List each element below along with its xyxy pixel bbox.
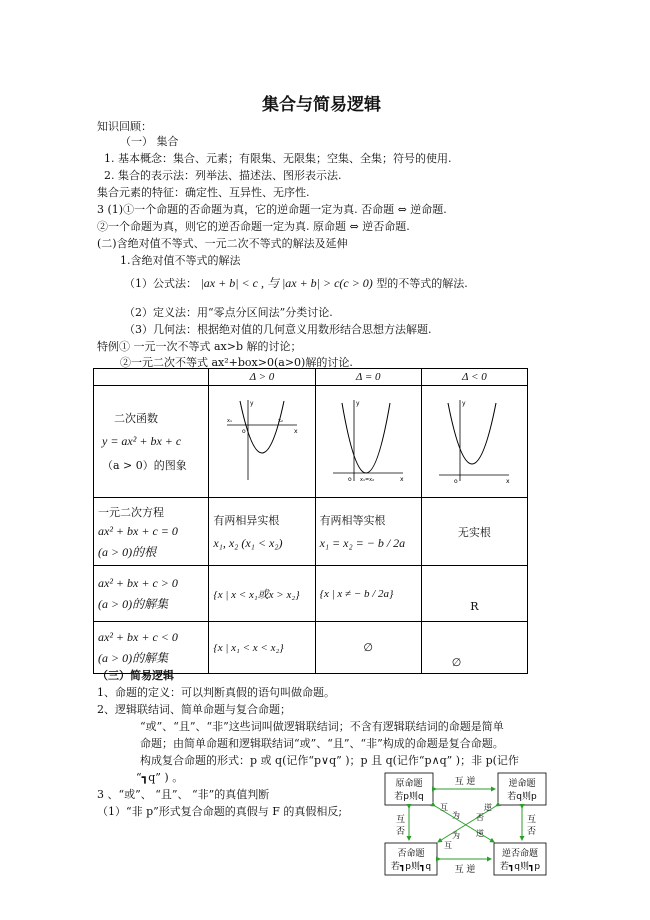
formula-tail: 型的不等式的解法. xyxy=(376,277,468,290)
sec3-p7: 3 、“或”、 “且”、 “非”的真值判断 xyxy=(97,788,270,801)
roots-delta-neg: 无实根 xyxy=(421,498,527,566)
sec2-heading: (二)含绝对值不等式、一元二次不等式的解法及延伸 xyxy=(97,237,348,250)
label-diag2-d: 互 xyxy=(444,841,452,850)
svg-text:o: o xyxy=(454,478,459,485)
svg-text:x: x xyxy=(506,478,510,485)
label-diag2-b: 否 xyxy=(476,813,484,822)
box-bl-line2: 若┓p则┓q xyxy=(390,862,432,872)
row-roots-label-line1: 一元二次方程 xyxy=(98,505,164,519)
sec3-p5: 构成复合命题的形式：p 或 q(记作“p∨q” )；p 且 q(记作“p∧q” )；非 p(记作 xyxy=(140,754,519,767)
parabola-two-roots-graph xyxy=(222,395,302,485)
formula-expr: |ax + b| < c , 与 |ax + b| > c(c > 0) xyxy=(200,276,373,290)
label-left-1: 互 xyxy=(396,815,406,825)
sec1-heading: （一） 集合 xyxy=(120,135,179,148)
label-bottom: 互 逆 xyxy=(454,865,476,875)
row-graph-label-line3: （a > 0）的图象 xyxy=(102,459,187,472)
row-lt-label-line2: (a > 0)的解集 xyxy=(98,650,169,665)
row-gt-label-line2: (a > 0)的解集 xyxy=(98,596,169,611)
lt-delta-neg: ∅ xyxy=(421,622,527,674)
sec3-p4: 命题；由简单命题和逻辑联结词“或”、“且”、“非”构成的命题是复合命题。 xyxy=(140,737,504,750)
label-diag1-a: 互 xyxy=(440,803,448,812)
roots-delta-pos xyxy=(209,498,315,566)
box-tl-line2: 若p则q xyxy=(394,792,424,802)
row-roots-label-line3: (a > 0)的根 xyxy=(98,544,157,559)
svg-text:x: x xyxy=(400,476,404,483)
table-header-delta-pos: Δ > 0 xyxy=(209,369,315,386)
label-diag2-c: 为 xyxy=(452,831,460,840)
sec3-p6: “┓q” ) 。 xyxy=(136,771,184,784)
special-case-2: ②一元二次不等式 ax²+box>0(a>0)解的讨论. xyxy=(120,356,353,369)
svg-text:y: y xyxy=(462,400,466,407)
graph-delta-neg xyxy=(421,386,527,498)
row-gt-label-line1: ax² + bx + c > 0 xyxy=(98,575,178,590)
table-header-delta-zero: Δ = 0 xyxy=(315,369,421,386)
formula-line xyxy=(124,274,468,291)
sec3-heading: （三）简易逻辑 xyxy=(97,669,174,682)
svg-text:x₁=x₂: x₁=x₂ xyxy=(360,477,375,483)
box-tr-line2: 若q则p xyxy=(507,792,537,802)
box-br-line2: 若┓q则┓p xyxy=(499,862,541,872)
sec2-sub1: 1.含绝对值不等式的解法 xyxy=(120,254,241,267)
sec1-item2: 2. 集合的表示法：列举法、描述法、图形表示法. xyxy=(104,169,342,182)
parabola-one-root-graph xyxy=(328,395,408,485)
label-top: 互 逆 xyxy=(454,777,476,787)
box-tl-line1: 原命题 xyxy=(395,779,423,789)
sec1-item3a: 3 (1)①一个命题的否命题为真，它的逆命题一定为真. 否命题 ⇔ 逆命题. xyxy=(97,203,447,216)
svg-text:o: o xyxy=(241,428,246,435)
geometric-method: （3）几何法：根据绝对值的几何意义用数形结合思想方法解题. xyxy=(124,323,432,336)
svg-text:x₂: x₂ xyxy=(277,418,283,424)
table-header-empty xyxy=(94,369,209,386)
parabola-no-root-graph xyxy=(434,395,514,485)
row-lt-label-line1: ax² + bx + c < 0 xyxy=(98,629,178,644)
label-right-2: 否 xyxy=(527,827,537,837)
box-br-line1: 逆否命题 xyxy=(501,849,539,859)
page-title: 集合与简易逻辑 xyxy=(262,95,381,115)
gt-delta-zero: {x | x ≠ − b / 2a} xyxy=(315,566,421,622)
roots-delta-zero-expr: x₁ = x₂ = − b / 2a xyxy=(319,536,406,550)
sec1-features: 集合元素的特征：确定性、互异性、无序性. xyxy=(97,186,310,199)
row-graph-label-line1: 二次函数 xyxy=(114,412,158,425)
formula-label: （1）公式法： xyxy=(124,277,197,290)
row-gt-label xyxy=(94,566,209,622)
row-lt-label xyxy=(94,622,209,674)
graph-delta-zero xyxy=(315,386,421,498)
label-left-2: 否 xyxy=(396,827,406,837)
sec3-p8: （1）“非 p”形式复合命题的真假与 F 的真假相反; xyxy=(97,805,343,818)
lt-delta-zero: ∅ xyxy=(315,622,421,674)
special-case-1: 特例① 一元一次不等式 ax>b 解的讨论； xyxy=(97,340,302,353)
svg-text:x₁: x₁ xyxy=(226,418,232,424)
quadratic-table xyxy=(93,368,528,674)
table-header-delta-neg: Δ < 0 xyxy=(421,369,527,386)
label-diag2-a: 逆 xyxy=(484,803,492,812)
roots-delta-zero-text: 有两相等实根 xyxy=(319,514,386,527)
roots-delta-zero xyxy=(315,498,421,566)
box-tr-line1: 逆命题 xyxy=(508,779,536,789)
sec3-p3: “或”、“且”、“非”这些词叫做逻辑联结词；不含有逻辑联结词的命题是简单 xyxy=(140,720,504,733)
gt-delta-pos: {x | x < x₁或x > x₂} xyxy=(209,566,315,622)
graph-delta-pos xyxy=(209,386,315,498)
review-label: 知识回顾： xyxy=(97,120,152,133)
label-right-1: 互 xyxy=(527,815,537,825)
roots-delta-pos-text: 有两相异实根 xyxy=(213,514,280,527)
four-propositions-diagram xyxy=(380,770,550,880)
sec1-item1: 1. 基本概念：集合、元素；有限集、无限集；空集、全集；符号的使用. xyxy=(104,152,452,165)
svg-text:y: y xyxy=(249,400,254,407)
sec3-p1: 1、命题的定义：可以判断真假的语句叫做命题。 xyxy=(97,686,335,699)
sec3-p2: 2、逻辑联结词、简单命题与复合命题； xyxy=(97,703,291,716)
box-bl-line1: 否命题 xyxy=(397,849,425,859)
sec1-item3b: ②一个命题为真，则它的逆否命题一定为真. 原命题 ⇔ 逆否命题. xyxy=(97,220,410,233)
svg-text:o: o xyxy=(348,476,352,483)
row-graph-label-line2: y = ax² + bx + c xyxy=(102,434,182,448)
gt-delta-neg: R xyxy=(421,566,527,622)
label-diag1-c: 逆 xyxy=(476,829,484,838)
definition-method: （2）定义法：用“零点分区间法”分类讨论. xyxy=(124,306,333,319)
roots-delta-pos-expr: x₁, x₂ (x₁ < x₂) xyxy=(213,536,283,550)
label-diag1-b: 为 xyxy=(452,811,460,820)
row-graph-label xyxy=(94,386,209,498)
row-roots-label xyxy=(94,498,209,566)
lt-delta-pos: {x | x₁ < x < x₂} xyxy=(209,622,315,674)
svg-text:x: x xyxy=(293,428,298,435)
svg-text:y: y xyxy=(356,400,360,407)
row-roots-label-line2: ax² + bx + c = 0 xyxy=(98,523,178,538)
